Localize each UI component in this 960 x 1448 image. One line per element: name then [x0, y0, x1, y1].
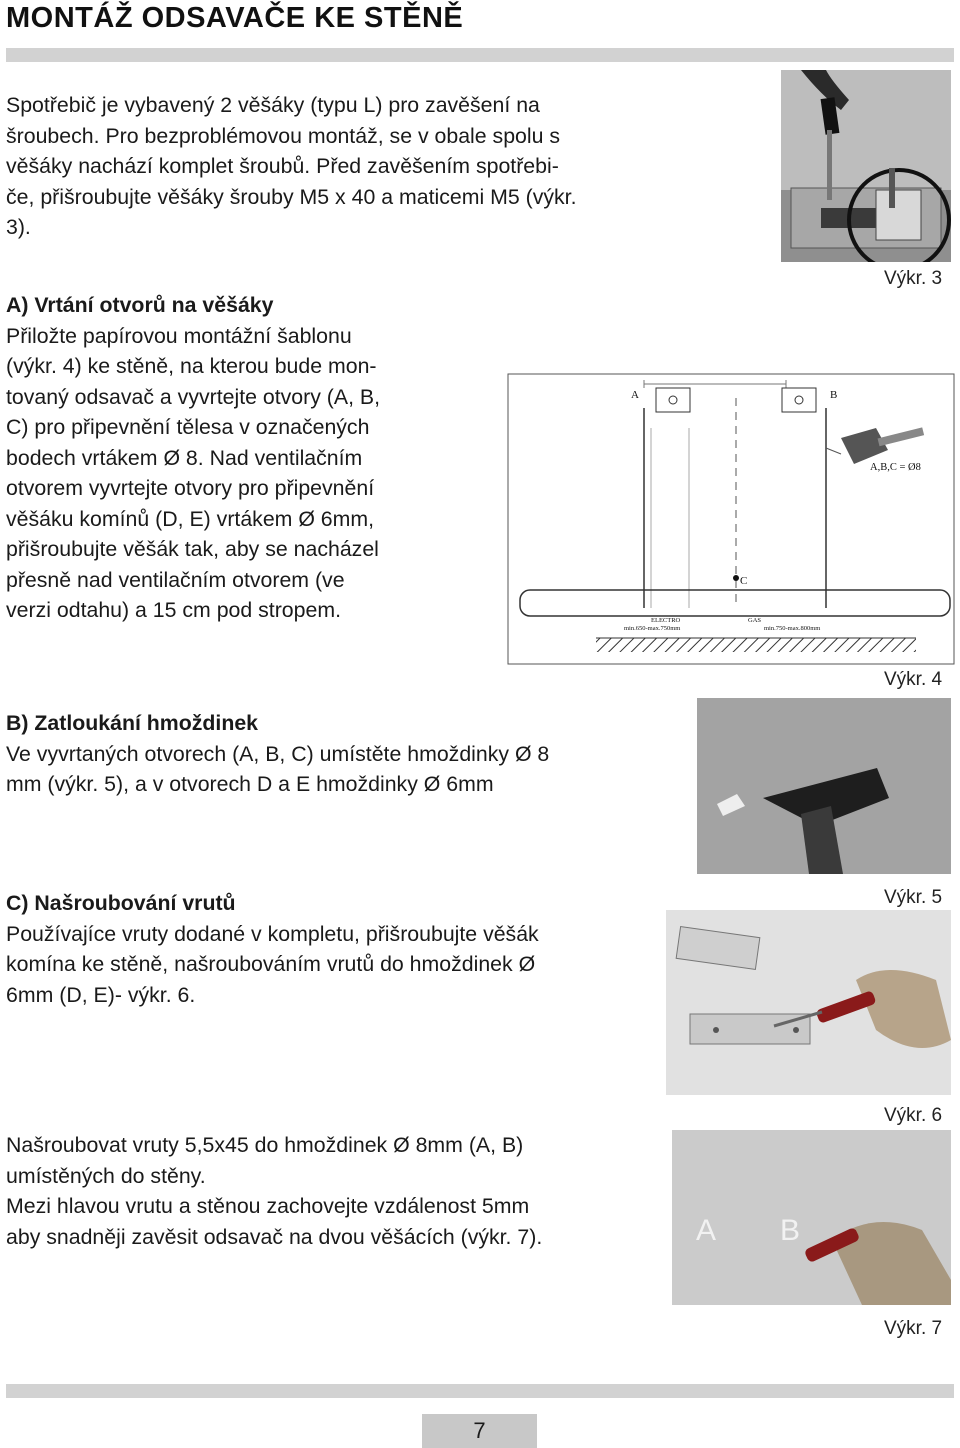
section-c — [6, 888, 656, 1010]
screws-in-wall-illustration — [672, 1130, 951, 1305]
section-b-heading: B) Zatloukání hmoždinek — [6, 711, 259, 735]
section-b-line: mm (výkr. 5), a v otvorech D a E hmoždinky Ø 6mm — [6, 772, 494, 796]
screwdriver-bracket-illustration — [781, 70, 951, 262]
intro-paragraph — [6, 90, 706, 243]
gas-label: GAS — [748, 617, 762, 624]
intro-line: věšáky nachází komplet šroubů. Před zavěšením spotřebi- — [6, 154, 559, 178]
intro-line: Spotřebič je vybavený 2 věšáky (typu L) pro zavěšení na — [6, 93, 540, 117]
section-c-line: komína ke stěně, našroubováním vrutů do hmoždinek Ø — [6, 952, 536, 976]
final-line: umístěných do stěny. — [6, 1163, 206, 1188]
template-label-a: A — [631, 389, 639, 401]
final-line: aby snadněji zavěsit odsavač na dvou věšácích (výkr. 7). — [6, 1224, 543, 1249]
figure-4-diagram — [496, 368, 956, 668]
section-a-line: verzi odtahu) a 15 cm pod stropem. — [6, 598, 341, 622]
final-paragraph — [6, 1130, 656, 1252]
figure-6-photo — [666, 910, 951, 1095]
section-a-line: přišroubujte věšák tak, aby se nacházel — [6, 537, 379, 561]
electro-range-label: min.650-max.750mm — [624, 625, 681, 632]
template-label-b: B — [830, 389, 838, 401]
intro-line: če, přišroubujte věšáky šrouby M5 x 40 a maticemi M5 (výkr. — [6, 184, 577, 209]
electro-label: ELECTRO — [651, 617, 681, 624]
section-a-line: bodech vrtákem Ø 8. Nad ventilačním — [6, 445, 363, 470]
section-a-line: tovaný odsavač a vyvrtejte otvory (A, B, — [6, 384, 381, 409]
section-a-line: Přiložte papírovou montážní šablonu — [6, 323, 352, 348]
figure-3-caption: Výkr. 3 — [884, 268, 943, 289]
figure-5-photo — [697, 698, 951, 874]
page-number: 7 — [422, 1414, 537, 1448]
drill-diameter-label: A,B,C = Ø8 — [870, 462, 921, 473]
title-divider — [6, 48, 954, 62]
section-a-line: přesně nad ventilačním otvorem (ve — [6, 567, 345, 592]
section-a-line: C) pro připevnění tělesa v označených — [6, 415, 370, 439]
section-a-heading: A) Vrtání otvorů na věšáky — [6, 293, 274, 317]
screwdriver-bracket-wall-illustration — [666, 910, 951, 1095]
template-label-c: C — [740, 575, 748, 587]
section-a-line: otvorem vyvrtejte otvory pro připevnění — [6, 476, 375, 500]
figure-6-caption: Výkr. 6 — [884, 1105, 943, 1126]
gas-range-label: min.750-max.800mm — [764, 625, 821, 632]
final-line: Našroubovat vruty 5,5x45 do hmoždinek Ø 8mm (A, B) — [6, 1133, 524, 1157]
figure-7-photo — [672, 1130, 951, 1305]
figure-5-caption: Výkr. 5 — [884, 887, 943, 908]
section-c-line: 6mm (D, E)- výkr. 6. — [6, 982, 196, 1007]
section-a — [6, 290, 486, 626]
intro-line: 3). — [6, 215, 31, 239]
section-a-line: věšáku komínů (D, E) vrtákem Ø 6mm, — [6, 506, 375, 531]
page-title: MONTÁŽ ODSAVAČE KE STĚNĚ — [6, 2, 464, 34]
hammer-wall-plug-illustration — [697, 698, 951, 874]
figure-4-caption: Výkr. 4 — [884, 669, 943, 690]
figure-3-photo — [781, 70, 951, 262]
screw-label-b: B — [780, 1214, 801, 1247]
section-c-heading: C) Našroubování vrutů — [6, 891, 236, 915]
section-b-line: Ve vyvrtaných otvorech (A, B, C) umístěte hmoždinky Ø 8 — [6, 741, 550, 766]
figure-7-caption: Výkr. 7 — [884, 1318, 943, 1339]
section-b — [6, 708, 686, 800]
section-c-line: Používajíce vruty dodané v kompletu, přišroubujte věšák — [6, 921, 539, 946]
screw-label-a: A — [696, 1214, 717, 1247]
final-line: Mezi hlavou vrutu a stěnou zachovejte vzdálenost 5mm — [6, 1194, 530, 1218]
intro-line: šroubech. Pro bezproblémovou montáž, se v obale spolu s — [6, 123, 561, 148]
section-a-line: (výkr. 4) ke stěně, na kterou bude mon- — [6, 354, 377, 378]
footer-divider — [6, 1384, 954, 1398]
